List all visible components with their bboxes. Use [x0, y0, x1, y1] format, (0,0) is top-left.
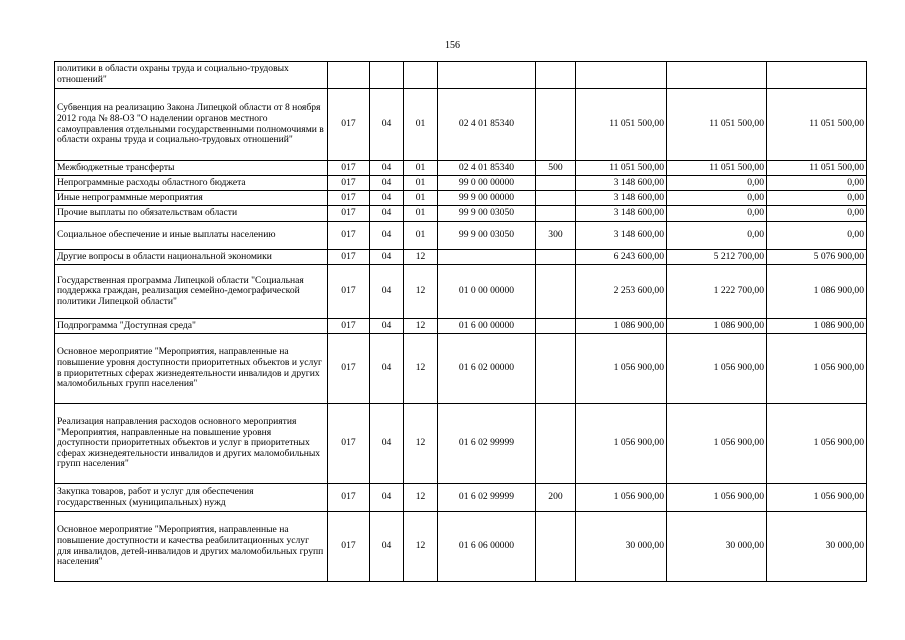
row-name: Субвенция на реализацию Закона Липецкой области от 8 ноября 2012 года № 88-ОЗ "О наделении органов местного самоуправления отдельными государственными полномочиями в области охраны труда и социально-трудовых отношений" [55, 89, 328, 161]
subsection-code: 12 [404, 265, 438, 319]
row-name: Иные непрограммные мероприятия [55, 191, 328, 206]
target-article-code: 99 9 00 03050 [438, 222, 536, 250]
admin-code: 017 [328, 484, 370, 512]
target-article-code: 01 6 00 00000 [438, 319, 536, 334]
amount-year-2: 30 000,00 [667, 512, 767, 582]
section-code: 04 [370, 250, 404, 265]
amount-year-1: 3 148 600,00 [576, 176, 667, 191]
expense-type-code [536, 404, 576, 484]
amount-year-1: 3 148 600,00 [576, 206, 667, 222]
target-article-code: 02 4 01 85340 [438, 89, 536, 161]
admin-code: 017 [328, 222, 370, 250]
target-article-code: 99 0 00 00000 [438, 176, 536, 191]
page-number: 156 [445, 40, 460, 51]
amount-year-1: 3 148 600,00 [576, 222, 667, 250]
target-article-code [438, 62, 536, 89]
amount-year-1: 1 086 900,00 [576, 319, 667, 334]
amount-year-3: 11 051 500,00 [767, 161, 867, 176]
admin-code: 017 [328, 404, 370, 484]
table-row [55, 62, 867, 89]
amount-year-2: 0,00 [667, 206, 767, 222]
amount-year-3: 1 056 900,00 [767, 484, 867, 512]
section-code: 04 [370, 404, 404, 484]
subsection-code: 01 [404, 161, 438, 176]
amount-year-3 [767, 62, 867, 89]
row-name: политики в области охраны труда и социально-трудовых отношений" [55, 62, 328, 89]
amount-year-2: 1 056 900,00 [667, 334, 767, 404]
table-row [55, 484, 867, 512]
amount-year-3: 0,00 [767, 222, 867, 250]
section-code: 04 [370, 319, 404, 334]
admin-code [328, 62, 370, 89]
expense-type-code: 200 [536, 484, 576, 512]
amount-year-2: 0,00 [667, 176, 767, 191]
amount-year-2: 11 051 500,00 [667, 89, 767, 161]
expense-type-code [536, 191, 576, 206]
section-code [370, 62, 404, 89]
expense-type-code [536, 265, 576, 319]
admin-code: 017 [328, 512, 370, 582]
target-article-code [438, 250, 536, 265]
amount-year-3: 30 000,00 [767, 512, 867, 582]
amount-year-1: 1 056 900,00 [576, 484, 667, 512]
admin-code: 017 [328, 191, 370, 206]
amount-year-1: 1 056 900,00 [576, 334, 667, 404]
subsection-code: 12 [404, 334, 438, 404]
target-article-code: 01 0 00 00000 [438, 265, 536, 319]
expense-type-code: 300 [536, 222, 576, 250]
expense-type-code [536, 512, 576, 582]
row-name: Реализация направления расходов основного мероприятия "Мероприятия, направленные на повышение уровня доступности приоритетных объектов и услуг в приоритетных сферах жизнедеятельности инвалидов и других маломобильных групп населения" [55, 404, 328, 484]
subsection-code: 01 [404, 89, 438, 161]
amount-year-2: 0,00 [667, 222, 767, 250]
amount-year-2: 5 212 700,00 [667, 250, 767, 265]
amount-year-2: 1 056 900,00 [667, 404, 767, 484]
section-code: 04 [370, 334, 404, 404]
expense-type-code [536, 334, 576, 404]
admin-code: 017 [328, 89, 370, 161]
table-row [55, 404, 867, 484]
section-code: 04 [370, 206, 404, 222]
amount-year-2: 0,00 [667, 191, 767, 206]
amount-year-3: 1 056 900,00 [767, 404, 867, 484]
row-name: Основное мероприятие "Мероприятия, направленные на повышение доступности и качества реабилитационных услуг для инвалидов, детей-инвалидов и других маломобильных групп населения" [55, 512, 328, 582]
row-name: Закупка товаров, работ и услуг для обеспечения государственных (муниципальных) нужд [55, 484, 328, 512]
target-article-code: 01 6 02 00000 [438, 334, 536, 404]
row-name: Подпрограмма "Доступная среда" [55, 319, 328, 334]
admin-code: 017 [328, 206, 370, 222]
section-code: 04 [370, 512, 404, 582]
table-row [55, 191, 867, 206]
amount-year-2 [667, 62, 767, 89]
admin-code: 017 [328, 161, 370, 176]
amount-year-1: 30 000,00 [576, 512, 667, 582]
budget-table [54, 61, 867, 582]
target-article-code: 02 4 01 85340 [438, 161, 536, 176]
row-name: Государственная программа Липецкой области "Социальная поддержка граждан, реализация семейно-демографической политики Липецкой области" [55, 265, 328, 319]
amount-year-2: 1 056 900,00 [667, 484, 767, 512]
amount-year-3: 0,00 [767, 206, 867, 222]
expense-type-code [536, 62, 576, 89]
admin-code: 017 [328, 334, 370, 404]
admin-code: 017 [328, 176, 370, 191]
amount-year-2: 1 222 700,00 [667, 265, 767, 319]
row-name: Социальное обеспечение и иные выплаты населению [55, 222, 328, 250]
amount-year-3: 0,00 [767, 176, 867, 191]
subsection-code: 12 [404, 404, 438, 484]
row-name: Основное мероприятие "Мероприятия, направленные на повышение уровня доступности приоритетных объектов и услуг в приоритетных сферах жизнедеятельности инвалидов и других маломобильных групп населения" [55, 334, 328, 404]
expense-type-code: 500 [536, 161, 576, 176]
amount-year-1: 6 243 600,00 [576, 250, 667, 265]
expense-type-code [536, 250, 576, 265]
amount-year-3: 11 051 500,00 [767, 89, 867, 161]
amount-year-1: 3 148 600,00 [576, 191, 667, 206]
target-article-code: 99 9 00 00000 [438, 191, 536, 206]
amount-year-3: 5 076 900,00 [767, 250, 867, 265]
table-row [55, 250, 867, 265]
subsection-code: 12 [404, 319, 438, 334]
expense-type-code [536, 176, 576, 191]
row-name: Другие вопросы в области национальной экономики [55, 250, 328, 265]
target-article-code: 01 6 06 00000 [438, 512, 536, 582]
amount-year-2: 11 051 500,00 [667, 161, 767, 176]
section-code: 04 [370, 265, 404, 319]
target-article-code: 99 9 00 03050 [438, 206, 536, 222]
target-article-code: 01 6 02 99999 [438, 484, 536, 512]
subsection-code: 01 [404, 222, 438, 250]
section-code: 04 [370, 89, 404, 161]
amount-year-1: 11 051 500,00 [576, 89, 667, 161]
amount-year-2: 1 086 900,00 [667, 319, 767, 334]
table-row [55, 265, 867, 319]
table-row [55, 206, 867, 222]
expense-type-code [536, 89, 576, 161]
subsection-code [404, 62, 438, 89]
section-code: 04 [370, 176, 404, 191]
table-row [55, 176, 867, 191]
amount-year-1: 2 253 600,00 [576, 265, 667, 319]
section-code: 04 [370, 161, 404, 176]
subsection-code: 01 [404, 176, 438, 191]
subsection-code: 01 [404, 191, 438, 206]
section-code: 04 [370, 484, 404, 512]
amount-year-3: 1 086 900,00 [767, 319, 867, 334]
section-code: 04 [370, 191, 404, 206]
expense-type-code [536, 206, 576, 222]
table-row [55, 89, 867, 161]
table-row [55, 222, 867, 250]
table-row [55, 334, 867, 404]
admin-code: 017 [328, 319, 370, 334]
table-row [55, 319, 867, 334]
subsection-code: 01 [404, 206, 438, 222]
subsection-code: 12 [404, 512, 438, 582]
admin-code: 017 [328, 250, 370, 265]
row-name: Прочие выплаты по обязательствам области [55, 206, 328, 222]
admin-code: 017 [328, 265, 370, 319]
expense-type-code [536, 319, 576, 334]
amount-year-1 [576, 62, 667, 89]
subsection-code: 12 [404, 484, 438, 512]
amount-year-1: 11 051 500,00 [576, 161, 667, 176]
row-name: Непрограммные расходы областного бюджета [55, 176, 328, 191]
row-name: Межбюджетные трансферты [55, 161, 328, 176]
amount-year-3: 1 056 900,00 [767, 334, 867, 404]
table-row [55, 512, 867, 582]
subsection-code: 12 [404, 250, 438, 265]
amount-year-3: 1 086 900,00 [767, 265, 867, 319]
amount-year-1: 1 056 900,00 [576, 404, 667, 484]
amount-year-3: 0,00 [767, 191, 867, 206]
section-code: 04 [370, 222, 404, 250]
target-article-code: 01 6 02 99999 [438, 404, 536, 484]
table-row [55, 161, 867, 176]
